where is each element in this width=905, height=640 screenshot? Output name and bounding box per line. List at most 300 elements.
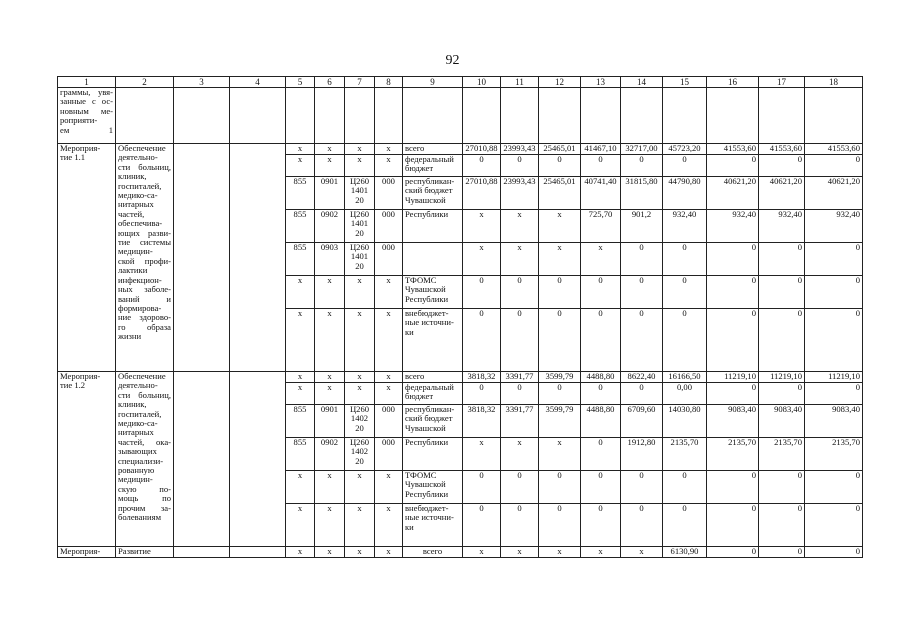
- source-line: республикан-: [405, 176, 455, 186]
- empty-cell: [230, 144, 286, 372]
- value-cell: 0: [759, 471, 805, 504]
- value-cell: 8622,40: [621, 372, 663, 383]
- source-cell: [403, 144, 463, 155]
- code-line: 20: [355, 194, 364, 205]
- empty-cell: [621, 88, 663, 144]
- value-cell: 14030,80: [663, 405, 707, 438]
- source-line: ки: [405, 326, 414, 337]
- value-cell: 0: [759, 276, 805, 309]
- value-cell: 9083,40: [759, 405, 805, 438]
- source-cell: [403, 383, 463, 405]
- empty-cell: [230, 547, 286, 558]
- value-cell: x: [501, 547, 539, 558]
- code-cell: x: [315, 504, 345, 547]
- measure-description-line: го образа: [118, 321, 171, 332]
- value-cell: 2135,70: [759, 438, 805, 471]
- measure-description-line: медицин-: [118, 246, 153, 257]
- empty-cell: [375, 88, 403, 144]
- value-cell: 0: [805, 504, 863, 547]
- value-cell: x: [581, 243, 621, 276]
- code-line: 20: [355, 422, 364, 433]
- value-cell: 2135,70: [663, 438, 707, 471]
- value-cell: 0: [581, 276, 621, 309]
- value-cell: 3599,79: [539, 372, 581, 383]
- measure-description-line: клиник,: [118, 171, 147, 182]
- value-cell: 0: [463, 471, 501, 504]
- value-cell: 27010,88: [463, 144, 501, 155]
- empty-cell: [403, 88, 463, 144]
- value-cell: 23993,43: [501, 144, 539, 155]
- column-number-6: 6: [315, 77, 345, 88]
- value-cell: 0: [501, 155, 539, 177]
- code-cell: [345, 210, 375, 243]
- value-cell: 0: [759, 155, 805, 177]
- source-line: Республики: [405, 437, 449, 447]
- code-cell: [345, 372, 375, 383]
- measure-description-line: нитарных: [118, 199, 154, 210]
- column-number-15: 15: [663, 77, 707, 88]
- value-cell: 40621,20: [759, 177, 805, 210]
- value-cell: 932,40: [707, 210, 759, 243]
- value-cell: 0: [621, 471, 663, 504]
- code-line: 1401: [350, 218, 369, 229]
- value-cell: 40621,20: [805, 177, 863, 210]
- value-cell: 0: [621, 383, 663, 405]
- value-cell: 4488,80: [581, 372, 621, 383]
- code-cell: 000: [375, 438, 403, 471]
- table-row: [58, 372, 863, 383]
- code-cell: 855: [286, 405, 315, 438]
- code-cell: 0903: [315, 243, 345, 276]
- measure-description-line: деятельно-: [118, 152, 158, 163]
- code-cell: 0902: [315, 210, 345, 243]
- value-cell: 0: [501, 309, 539, 372]
- measure-description-line: ющих разви-: [118, 227, 171, 238]
- value-cell: 901,2: [621, 210, 663, 243]
- value-cell: 0: [621, 504, 663, 547]
- source-line: федеральный: [405, 154, 454, 164]
- value-cell: 0: [621, 243, 663, 276]
- value-cell: 25465,01: [539, 144, 581, 155]
- code-line: x: [357, 382, 362, 392]
- value-cell: 11219,10: [805, 372, 863, 383]
- value-cell: 11219,10: [707, 372, 759, 383]
- source-line: Чувашской: [405, 479, 446, 490]
- source-line: ки: [405, 521, 414, 532]
- code-cell: x: [375, 309, 403, 372]
- empty-cell: [707, 88, 759, 144]
- value-cell: 0: [707, 309, 759, 372]
- continuation-line: ем 1: [60, 124, 113, 135]
- code-cell: x: [286, 155, 315, 177]
- column-number-11: 11: [501, 77, 539, 88]
- measure-description-line: ных заболе-: [118, 284, 171, 295]
- measure-label-line: Мероприя-: [60, 143, 101, 153]
- empty-cell: [230, 372, 286, 547]
- source-line: бюджет: [405, 163, 434, 174]
- code-cell: [345, 177, 375, 210]
- value-cell: 0: [463, 309, 501, 372]
- source-cell: [403, 210, 463, 243]
- value-cell: 0: [581, 383, 621, 405]
- value-cell: 0: [581, 438, 621, 471]
- empty-cell: [345, 88, 375, 144]
- source-cell: [403, 405, 463, 438]
- value-cell: 41553,60: [759, 144, 805, 155]
- column-number-4: 4: [230, 77, 286, 88]
- value-cell: 3599,79: [539, 405, 581, 438]
- empty-cell: [174, 372, 230, 547]
- code-cell: x: [345, 547, 375, 558]
- value-cell: x: [501, 243, 539, 276]
- measure-description-line: лактики: [118, 265, 148, 276]
- value-cell: 0: [539, 471, 581, 504]
- code-cell: [345, 438, 375, 471]
- code-cell: x: [286, 547, 315, 558]
- source-line: Республики: [405, 209, 449, 219]
- source-line: Республики: [405, 488, 449, 499]
- code-line: 20: [355, 227, 364, 238]
- value-cell: 31815,80: [621, 177, 663, 210]
- value-cell: 23993,43: [501, 177, 539, 210]
- column-number-16: 16: [707, 77, 759, 88]
- measure-description-line: болеваниям: [118, 512, 162, 523]
- value-cell: x: [621, 547, 663, 558]
- value-cell: 0,00: [663, 383, 707, 405]
- value-cell: 0: [581, 155, 621, 177]
- measure-description-line: скую по-: [118, 483, 171, 494]
- measure-description-line: госпиталей,: [118, 180, 162, 191]
- empty-cell: [174, 547, 230, 558]
- value-cell: 0: [621, 309, 663, 372]
- measure-description-line: жизни: [118, 331, 142, 342]
- code-cell: x: [315, 276, 345, 309]
- page-number: 92: [445, 53, 460, 68]
- value-cell: x: [463, 547, 501, 558]
- measure-description-line: клиник,: [118, 399, 147, 410]
- code-cell: x: [315, 372, 345, 383]
- source-line: Республики: [405, 293, 449, 304]
- value-cell: x: [463, 243, 501, 276]
- code-cell: x: [375, 144, 403, 155]
- value-cell: 0: [759, 309, 805, 372]
- value-cell: 725,70: [581, 210, 621, 243]
- table-body: [58, 77, 863, 558]
- column-number-2: 2: [116, 77, 174, 88]
- source-cell: [403, 504, 463, 547]
- source-cell: [403, 309, 463, 372]
- value-cell: 6130,90: [663, 547, 707, 558]
- code-cell: [345, 405, 375, 438]
- value-cell: 41467,10: [581, 144, 621, 155]
- measure-description: [116, 372, 174, 547]
- code-cell: x: [375, 504, 403, 547]
- value-cell: 0: [759, 504, 805, 547]
- value-cell: 11219,10: [759, 372, 805, 383]
- code-line: x: [357, 154, 362, 164]
- continuation-row: [58, 88, 863, 144]
- code-line: Ц260: [349, 242, 370, 252]
- code-cell: 0901: [315, 405, 345, 438]
- continuation-line: граммы, увя-: [60, 87, 113, 97]
- table-row: [58, 144, 863, 155]
- value-cell: 0: [805, 471, 863, 504]
- measure-description-line: Обеспечение: [118, 143, 166, 153]
- value-cell: 41553,60: [805, 144, 863, 155]
- value-cell: 40621,20: [707, 177, 759, 210]
- table-row: [58, 547, 863, 558]
- column-number-13: 13: [581, 77, 621, 88]
- value-cell: x: [501, 438, 539, 471]
- code-cell: 000: [375, 177, 403, 210]
- value-cell: 0: [663, 155, 707, 177]
- value-cell: 0: [759, 547, 805, 558]
- value-cell: 0: [621, 276, 663, 309]
- value-cell: 932,40: [805, 210, 863, 243]
- source-line: Чувашской: [405, 194, 446, 205]
- code-cell: x: [375, 276, 403, 309]
- source-line: республикан-: [405, 404, 455, 414]
- value-cell: 0: [581, 471, 621, 504]
- value-cell: 0: [707, 276, 759, 309]
- value-cell: 0: [707, 383, 759, 405]
- value-cell: 0: [707, 471, 759, 504]
- value-cell: 2135,70: [805, 438, 863, 471]
- code-cell: x: [286, 383, 315, 405]
- code-line: x: [357, 143, 362, 153]
- code-line: 20: [355, 455, 364, 466]
- measure-description-line: мощь по: [118, 493, 171, 504]
- source-line: бюджет: [405, 391, 434, 402]
- value-cell: 0: [463, 276, 501, 309]
- column-number-14: 14: [621, 77, 663, 88]
- column-number-1: 1: [58, 77, 116, 88]
- code-cell: x: [286, 471, 315, 504]
- code-cell: x: [315, 144, 345, 155]
- code-line: 1402: [350, 413, 369, 424]
- code-cell: x: [315, 471, 345, 504]
- value-cell: 25465,01: [539, 177, 581, 210]
- source-line: всего: [405, 143, 425, 153]
- value-cell: 0: [663, 276, 707, 309]
- empty-cell: [581, 88, 621, 144]
- code-line: x: [357, 308, 362, 318]
- code-cell: 000: [375, 243, 403, 276]
- measure-label: [58, 144, 116, 372]
- value-cell: 0: [805, 309, 863, 372]
- code-cell: x: [315, 383, 345, 405]
- code-cell: x: [375, 471, 403, 504]
- measure-description-line: зывающих: [118, 446, 157, 457]
- source-line: ТФОМС: [405, 275, 437, 285]
- measure-description-line: сти больниц,: [118, 389, 171, 400]
- code-cell: x: [375, 547, 403, 558]
- value-cell: 41553,60: [707, 144, 759, 155]
- value-cell: 3818,32: [463, 405, 501, 438]
- value-cell: 40741,40: [581, 177, 621, 210]
- code-cell: x: [375, 383, 403, 405]
- empty-cell: [539, 88, 581, 144]
- code-cell: 855: [286, 210, 315, 243]
- code-cell: x: [375, 155, 403, 177]
- measure-description-line: ваний и: [118, 293, 171, 304]
- value-cell: x: [501, 210, 539, 243]
- empty-cell: [286, 88, 315, 144]
- source-line: всего: [405, 371, 425, 381]
- code-cell: x: [286, 504, 315, 547]
- value-cell: 2135,70: [707, 438, 759, 471]
- code-cell: 855: [286, 438, 315, 471]
- code-line: Ц260: [349, 437, 370, 447]
- value-cell: 3818,32: [463, 372, 501, 383]
- measure-description-line: деятельно-: [118, 380, 158, 391]
- value-cell: 0: [707, 243, 759, 276]
- value-cell: 0: [663, 504, 707, 547]
- value-cell: 0: [621, 155, 663, 177]
- code-cell: x: [315, 155, 345, 177]
- code-line: x: [357, 371, 362, 381]
- measure-description: Развитие: [116, 547, 174, 558]
- source-cell: [403, 276, 463, 309]
- code-cell: x: [315, 309, 345, 372]
- code-cell: [345, 276, 375, 309]
- continuation-line: занные с ос-: [60, 96, 113, 107]
- value-cell: 0: [805, 243, 863, 276]
- value-cell: 0: [707, 155, 759, 177]
- value-cell: 0: [463, 155, 501, 177]
- code-line: 20: [355, 260, 364, 271]
- value-cell: 0: [501, 383, 539, 405]
- value-cell: 0: [663, 309, 707, 372]
- value-cell: 45723,20: [663, 144, 707, 155]
- value-cell: 0: [463, 383, 501, 405]
- measure-label: [58, 372, 116, 547]
- code-cell: x: [286, 276, 315, 309]
- value-cell: x: [539, 438, 581, 471]
- value-cell: 1912,80: [621, 438, 663, 471]
- source-line: ский бюджет: [405, 185, 453, 196]
- source-cell: всего: [403, 547, 463, 558]
- code-cell: 855: [286, 177, 315, 210]
- code-cell: [345, 309, 375, 372]
- empty-cell: [663, 88, 707, 144]
- empty-cell: [230, 88, 286, 144]
- value-cell: 0: [501, 471, 539, 504]
- source-line: Чувашской: [405, 284, 446, 295]
- column-number-7: 7: [345, 77, 375, 88]
- value-cell: 0: [539, 504, 581, 547]
- value-cell: 3391,77: [501, 372, 539, 383]
- value-cell: 0: [707, 504, 759, 547]
- value-cell: 9083,40: [707, 405, 759, 438]
- column-number-18: 18: [805, 77, 863, 88]
- header-row: [58, 77, 863, 88]
- measure-description-line: нитарных: [118, 427, 154, 438]
- value-cell: 44790,80: [663, 177, 707, 210]
- value-cell: 0: [539, 383, 581, 405]
- measure-description-line: формирова-: [118, 302, 162, 313]
- value-cell: x: [539, 243, 581, 276]
- measure-description: [116, 144, 174, 372]
- measure-description-line: частей, ока-: [118, 436, 171, 447]
- source-cell: [403, 438, 463, 471]
- source-cell: [403, 177, 463, 210]
- value-cell: 0: [539, 155, 581, 177]
- source-line: ные источни-: [405, 512, 454, 523]
- empty-cell: [501, 88, 539, 144]
- measure-description-line: медико-са-: [118, 418, 158, 429]
- empty-cell: [805, 88, 863, 144]
- value-cell: 0: [663, 471, 707, 504]
- code-cell: [345, 144, 375, 155]
- source-line: ский бюджет: [405, 413, 453, 424]
- value-cell: 0: [463, 504, 501, 547]
- code-cell: [345, 504, 375, 547]
- code-cell: x: [375, 372, 403, 383]
- measure-description-line: рованную: [118, 465, 155, 476]
- measure-label: Мероприя-: [58, 547, 116, 558]
- measure-description-line: специализи-: [118, 455, 164, 466]
- source-line: федеральный: [405, 382, 454, 392]
- column-number-12: 12: [539, 77, 581, 88]
- source-cell: [403, 243, 463, 276]
- empty-cell: [174, 144, 230, 372]
- value-cell: 0: [501, 276, 539, 309]
- value-cell: x: [463, 210, 501, 243]
- measure-description-line: сти больниц,: [118, 161, 171, 172]
- source-line: ТФОМС: [405, 470, 437, 480]
- value-cell: 3391,77: [501, 405, 539, 438]
- value-cell: 0: [539, 276, 581, 309]
- value-cell: 932,40: [663, 210, 707, 243]
- code-cell: 0901: [315, 177, 345, 210]
- empty-cell: [315, 88, 345, 144]
- code-line: 1401: [350, 185, 369, 196]
- value-cell: 0: [805, 155, 863, 177]
- value-cell: x: [539, 210, 581, 243]
- column-number-17: 17: [759, 77, 805, 88]
- code-cell: 0902: [315, 438, 345, 471]
- continuation-name: [58, 88, 116, 144]
- code-line: 1401: [350, 251, 369, 262]
- code-cell: [345, 155, 375, 177]
- value-cell: 0: [805, 383, 863, 405]
- measure-description-line: медицин-: [118, 474, 153, 485]
- code-cell: 000: [375, 210, 403, 243]
- value-cell: 16166,50: [663, 372, 707, 383]
- code-cell: [345, 383, 375, 405]
- code-line: Ц260: [349, 209, 370, 219]
- code-line: x: [357, 470, 362, 480]
- empty-cell: [116, 88, 174, 144]
- measure-label-line: тие 1.1: [60, 152, 86, 163]
- continuation-line: роприяти-: [60, 115, 98, 126]
- budget-table: [57, 76, 863, 558]
- column-number-5: 5: [286, 77, 315, 88]
- continuation-line: новным ме-: [60, 105, 113, 116]
- source-cell: [403, 155, 463, 177]
- measure-description-line: медико-са-: [118, 190, 158, 201]
- measure-description-line: ние здорово-: [118, 312, 171, 323]
- code-cell: x: [315, 547, 345, 558]
- source-cell: [403, 471, 463, 504]
- measure-description-line: тие системы: [118, 237, 171, 248]
- code-cell: 000: [375, 405, 403, 438]
- measure-description-line: обеспечива-: [118, 218, 163, 229]
- code-line: 1402: [350, 446, 369, 457]
- source-line: внебюджет-: [405, 308, 449, 318]
- code-line: x: [357, 275, 362, 285]
